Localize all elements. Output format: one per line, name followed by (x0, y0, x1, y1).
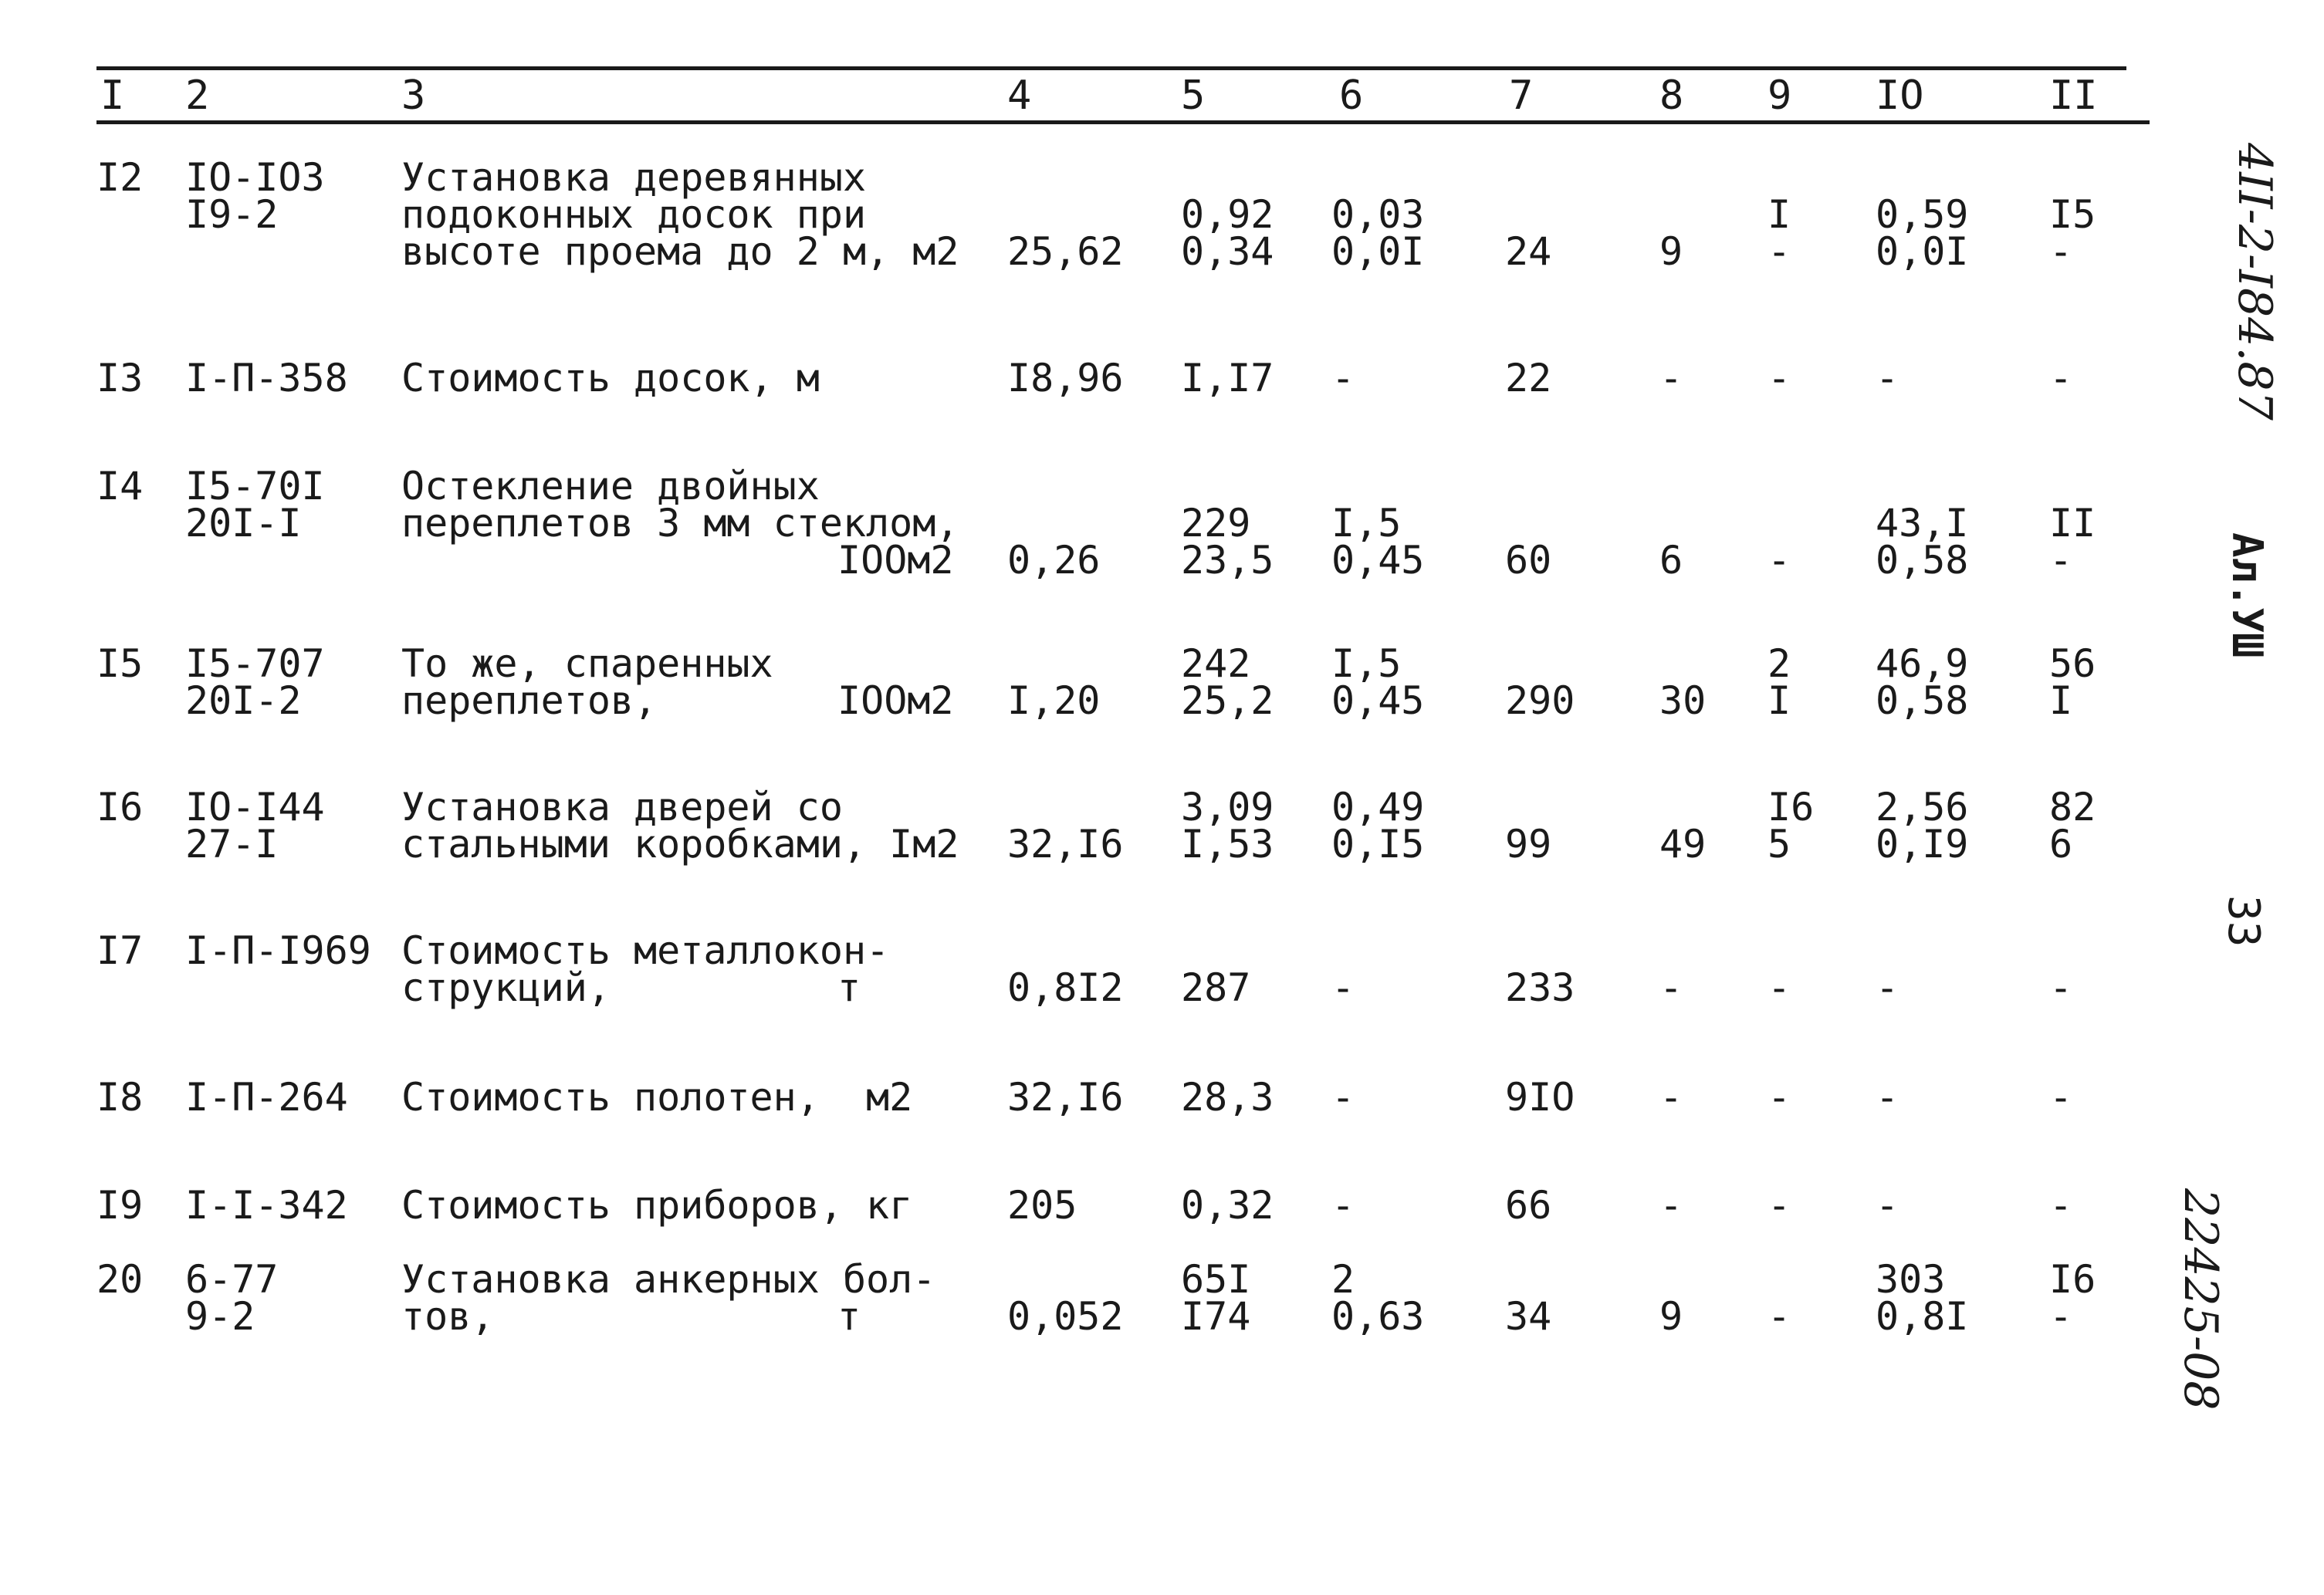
row-number: I9 (96, 1183, 144, 1228)
row-description: Стоимость приборов, кг (401, 1183, 913, 1228)
header-col-11: II (2049, 73, 2098, 119)
page-number: 33 (2218, 895, 2268, 948)
row-col-11: - (2049, 1183, 2073, 1228)
row-col-9: - (1768, 1294, 1791, 1339)
header-col-8: 8 (1659, 73, 1684, 119)
row-code: I-I-342 (185, 1183, 348, 1228)
table-header-rule (96, 120, 2150, 124)
row-col-7: 24 (1505, 229, 1552, 274)
row-col-7: 34 (1505, 1294, 1552, 1339)
row-unit: IOOм2 (837, 538, 954, 583)
row-col-9: - (1768, 538, 1791, 583)
row-unit: IOOм2 (837, 678, 954, 723)
header-col-3: 3 (401, 73, 426, 119)
row-col-6: - (1331, 1075, 1355, 1120)
row-col-5: 0,32 (1181, 1183, 1274, 1228)
row-col-10: - (1876, 965, 1899, 1010)
row-col-9: - (1768, 1075, 1791, 1120)
row-col-9: - (1768, 356, 1791, 400)
row-code: I-П-358 (185, 356, 348, 400)
header-col-5: 5 (1181, 73, 1206, 119)
row-col-10: 0,59 0,0I (1876, 192, 1969, 274)
row-col-6: 0,03 0,0I (1331, 192, 1425, 274)
row-code: I-П-264 (185, 1075, 348, 1120)
row-col-10: 46,9 0,58 (1876, 641, 1969, 723)
row-description: Стоимость досок, м (401, 356, 820, 400)
row-col-7: 9IO (1505, 1075, 1575, 1120)
row-col-9: I - (1768, 192, 1791, 274)
row-col-10: 303 0,8I (1876, 1257, 1969, 1339)
row-col-11: - (2049, 965, 2073, 1010)
row-description: То же, спаренных переплетов, (401, 641, 773, 723)
row-col-7: 66 (1505, 1183, 1552, 1228)
row-col-11: - (2049, 1075, 2073, 1120)
row-col-5: 242 25,2 (1181, 641, 1274, 723)
row-code: IO-IO3 I9-2 (185, 155, 325, 237)
row-col-11: I5 - (2049, 192, 2096, 274)
row-description: Установка деревянных подоконных досок при высоте проема до 2 м, м2 (401, 155, 959, 274)
row-col-5: 229 23,5 (1181, 501, 1274, 583)
row-code: 6-77 9-2 (185, 1257, 279, 1339)
row-number: I4 (96, 464, 144, 509)
row-code: IO-I44 27-I (185, 785, 325, 867)
row-col-5: 0,92 0,34 (1181, 192, 1274, 274)
row-col-11: II - (2049, 501, 2096, 583)
row-description: Установка дверей со стальными коробками, Iм2 (401, 785, 959, 867)
row-col-10: 43,I 0,58 (1876, 501, 1969, 583)
inventory-number: 22425-08 (2173, 1188, 2228, 1411)
row-col-9: - (1768, 965, 1791, 1010)
row-col-6: - (1331, 965, 1355, 1010)
row-col-9: - (1768, 1183, 1791, 1228)
row-unit: т (837, 965, 861, 1010)
row-col-5: 65I I74 (1181, 1257, 1251, 1339)
row-description: Остекление двойных переплетов 3 мм стеклом, (401, 464, 959, 546)
row-col-7: 22 (1505, 356, 1552, 400)
header-col-2: 2 (185, 73, 210, 119)
row-col-6: 0,49 0,I5 (1331, 785, 1425, 867)
row-col-10: - (1876, 1075, 1899, 1120)
row-col-8: 30 (1659, 678, 1707, 723)
row-code: I-П-I969 (185, 928, 371, 973)
row-number: I2 (96, 155, 144, 200)
row-col-8: 9 (1659, 1294, 1683, 1339)
row-col-11: I6 - (2049, 1257, 2096, 1339)
row-col-5: I,I7 (1181, 356, 1274, 400)
row-col-8: - (1659, 965, 1683, 1010)
row-col-5: 287 (1181, 965, 1251, 1010)
row-col-6: - (1331, 356, 1355, 400)
row-code: I5-707 20I-2 (185, 641, 325, 723)
row-col-8: 6 (1659, 538, 1683, 583)
row-col-11: 82 6 (2049, 785, 2096, 867)
row-col-10: 2,56 0,I9 (1876, 785, 1969, 867)
header-col-9: 9 (1768, 73, 1792, 119)
row-col-5: 28,3 (1181, 1075, 1274, 1120)
header-col-6: 6 (1339, 73, 1364, 119)
document-code: 4II-2-I84.87 (2228, 143, 2282, 421)
row-col-4: 0,26 (1007, 538, 1101, 583)
row-description: Стоимость полотен, м2 (401, 1075, 913, 1120)
row-col-4: I,20 (1007, 678, 1101, 723)
row-number: I5 (96, 641, 144, 686)
row-number: I8 (96, 1075, 144, 1120)
row-col-5: 3,09 I,53 (1181, 785, 1274, 867)
row-col-6: I,5 0,45 (1331, 501, 1425, 583)
row-col-6: 2 0,63 (1331, 1257, 1425, 1339)
row-col-10: - (1876, 1183, 1899, 1228)
header-col-10: IO (1876, 73, 1924, 119)
header-col-1: I (100, 73, 125, 119)
row-col-7: 290 (1505, 678, 1575, 723)
row-col-9: 2 I (1768, 641, 1791, 723)
row-col-10: - (1876, 356, 1899, 400)
row-number: I7 (96, 928, 144, 973)
row-number: 20 (96, 1257, 144, 1302)
row-description: Стоимость металлокон- струкций, (401, 928, 890, 1010)
row-unit: т (837, 1294, 861, 1339)
row-col-4: 32,I6 (1007, 822, 1124, 867)
row-col-4: 0,8I2 (1007, 965, 1124, 1010)
row-col-8: - (1659, 1183, 1683, 1228)
row-col-8: 9 (1659, 229, 1683, 274)
row-col-7: 233 (1505, 965, 1575, 1010)
row-description: Установка анкерных бол- тов, (401, 1257, 936, 1339)
row-col-6: I,5 0,45 (1331, 641, 1425, 723)
row-col-11: - (2049, 356, 2073, 400)
header-col-4: 4 (1007, 73, 1032, 119)
row-col-7: 60 (1505, 538, 1552, 583)
row-number: I6 (96, 785, 144, 830)
row-col-4: 0,052 (1007, 1294, 1124, 1339)
row-number: I3 (96, 356, 144, 400)
row-col-4: 25,62 (1007, 229, 1124, 274)
row-col-8: - (1659, 1075, 1683, 1120)
row-col-7: 99 (1505, 822, 1552, 867)
row-col-8: - (1659, 356, 1683, 400)
row-col-6: - (1331, 1183, 1355, 1228)
header-col-7: 7 (1509, 73, 1534, 119)
row-code: I5-70I 20I-I (185, 464, 325, 546)
table-top-rule (96, 66, 2126, 70)
row-col-11: 56 I (2049, 641, 2096, 723)
row-col-9: I6 5 (1768, 785, 1815, 867)
row-col-4: 205 (1007, 1183, 1077, 1228)
row-col-4: I8,96 (1007, 356, 1124, 400)
row-col-8: 49 (1659, 822, 1707, 867)
sheet-label: Ал.УШ (2223, 532, 2272, 658)
row-col-4: 32,I6 (1007, 1075, 1124, 1120)
